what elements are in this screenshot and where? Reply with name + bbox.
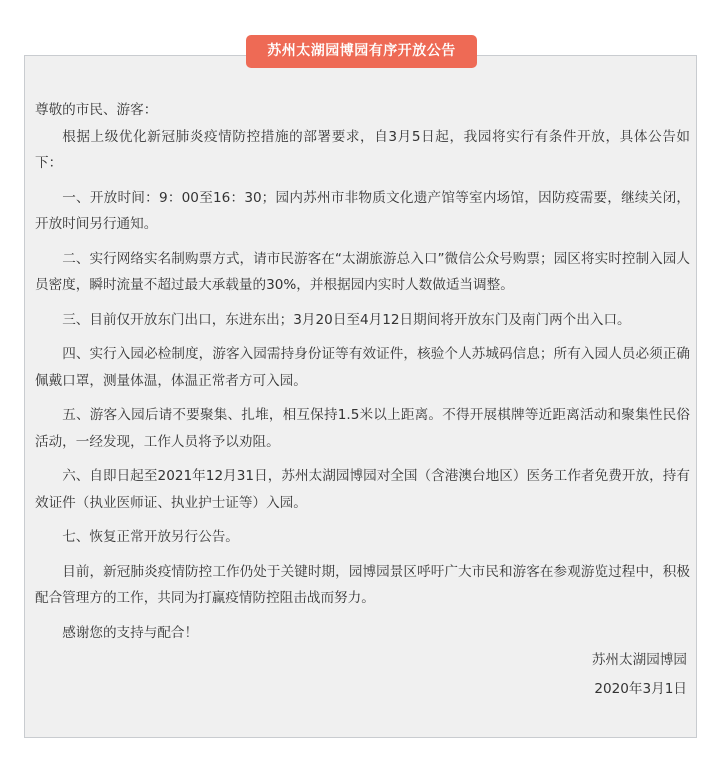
paragraph-item-7: 七、恢复正常开放另行公告。 bbox=[62, 529, 239, 545]
paragraph-item-3: 三、目前仅开放东门出口，东进东出；3月20日至4月12日期间将开放东门及南门两个出入口。 bbox=[62, 311, 631, 328]
paragraph-appeal: 目前，新冠肺炎疫情防控工作仍处于关键时期，园博园景区呼吁广大市民和游客在参观游览过程中，积极配合管理方的工作，共同为打赢疫情防控阻击战而努力。 bbox=[35, 563, 690, 606]
paragraph-item-1: 一、开放时间：9：00至16：30；园内苏州市非物质文化遗产馆等室内场馆，因防疫需要，继续关闭，开放时间另行通知。 bbox=[35, 189, 690, 232]
paragraph-thanks: 感谢您的支持与配合！ bbox=[62, 624, 199, 641]
signature-date: 2020年3月1日 bbox=[594, 681, 687, 697]
notice-content bbox=[35, 97, 690, 654]
signature-org: 苏州太湖园博园 bbox=[591, 652, 687, 668]
paragraph-item-4: 四、实行入园必检制度，游客入园需持身份证等有效证件，核验个人苏城码信息；所有入园人员必须正确佩戴口罩，测量体温，体温正常者方可入园。 bbox=[35, 346, 690, 389]
salutation: 尊敬的市民、游客： bbox=[35, 102, 158, 118]
paragraph-intro: 根据上级优化新冠肺炎疫情防控措施的部署要求，自3月5日起，我园将实行有条件开放，具体公告如下： bbox=[35, 128, 690, 171]
paragraph-item-5: 五、游客入园后请不要聚集、扎堆，相互保持1.5米以上距离。不得开展棋牌等近距离活动和聚集性民俗活动，一经发现，工作人员将予以劝阻。 bbox=[35, 407, 690, 450]
paragraph-item-6: 六、自即日起至2021年12月31日，苏州太湖园博园对全国（含港澳台地区）医务工作者免费开放，持有效证件（执业医师证、执业护士证等）入园。 bbox=[35, 468, 690, 511]
paragraph-item-2: 二、实行网络实名制购票方式，请市民游客在“太湖旅游总入口”微信公众号购票；园区将实时控制入园人员密度，瞬时流量不超过最大承载量的30%，并根据园内实时人数做适当调整。 bbox=[35, 250, 690, 293]
notice-title: 苏州太湖园博园有序开放公告 bbox=[246, 35, 477, 68]
